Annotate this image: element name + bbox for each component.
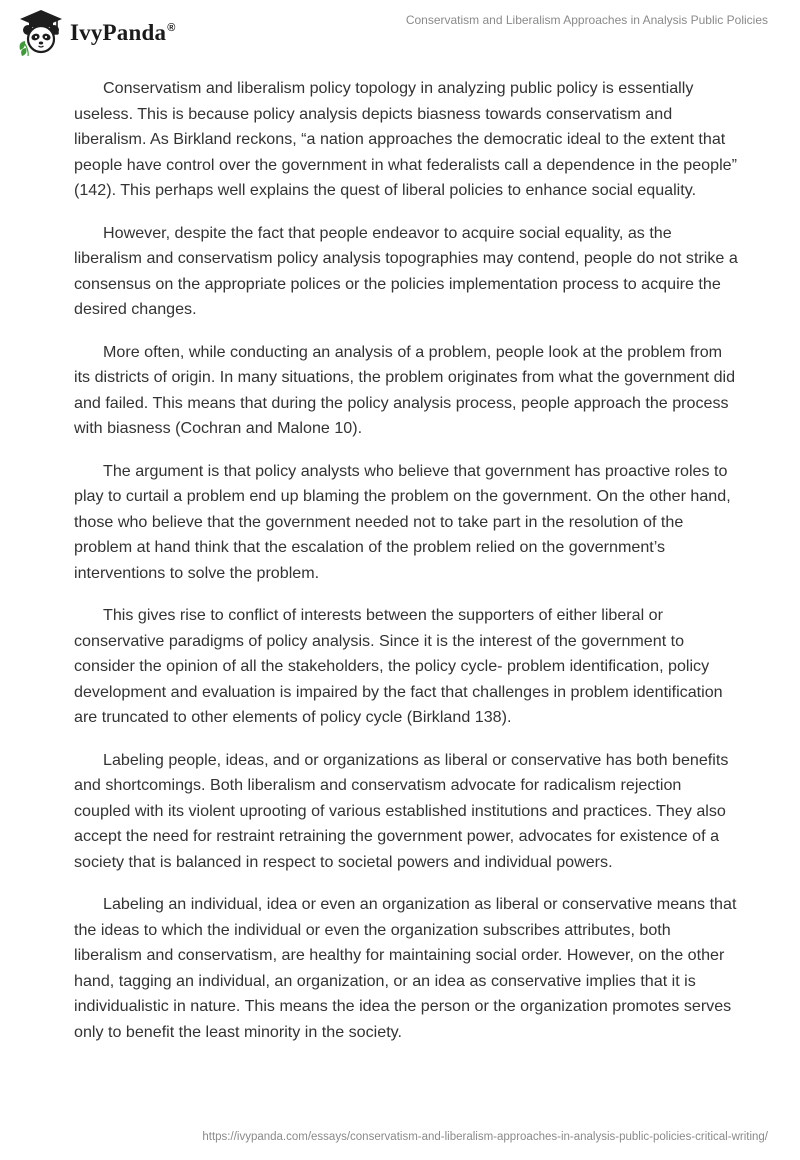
document-title: Conservatism and Liberalism Approaches in Analysis Public Policies (405, 13, 768, 27)
paragraph-3: More often, while conducting an analysis of a problem, people look at the problem from its districts of origin. In many situations, the problem originates from what the government did and failed. This means that during the policy analysis process, people approach the process with biasness (Cochran and Malone 10). (74, 342, 736, 437)
page-header (0, 0, 800, 70)
essay-body (74, 76, 742, 1062)
source-url-link[interactable]: https://ivypanda.com/essays/conservatism-and-liberalism-approaches-in-analysis-public-policies-critical-writing/ (202, 1131, 768, 1143)
paragraph-2: However, despite the fact that people endeavor to acquire social equality, as the liberalism and conservatism policy analysis topographies may contend, people do not strike a consensus on the appropriate polices or the policies implementation process to acquire the desired changes. (74, 223, 738, 318)
paragraph-5: This gives rise to conflict of interests between the supporters of either liberal or conservative paradigms of policy analysis. Since it is the interest of the government to consider the opinion of all the stakeholders, the policy cycle- problem identification, policy development and evaluation is impaired by the fact that challenges in problem identification are truncated to other elements of policy cycle (Birkland 138). (74, 606, 723, 726)
paragraph-4: The argument is that policy analysts who believe that government has proactive roles to play to curtail a problem end up blaming the problem on the government. On the other hand, those who believe that the government needed not to take part in the resolution of the problem at hand think that the escalation of the problem relied on the government’s interventions to solve the problem. (74, 461, 731, 582)
ivypanda-logo[interactable] (16, 8, 176, 58)
paragraph-6: Labeling people, ideas, and or organizations as liberal or conservative has both benefits and shortcomings. Both liberalism and conservatism advocate for radicalism rejection coupled with its violent uprooting of various established institutions and practices. They also accept the need for restraint retraining the government power, advocates for existence of a society that is balanced in respect to societal powers and individual powers. (74, 750, 729, 871)
paragraph-1: Conservatism and liberalism policy topology in analyzing public policy is essentially useless. This is because policy analysis depicts biasness towards conservatism and liberalism. As Birkland reckons, “a nation approaches the democratic ideal to the extent that people have control over the government in what federalists call a dependence in the people” (142). This perhaps well explains the quest of liberal policies to enhance social equality. (74, 79, 737, 199)
panda-graduate-icon (16, 8, 66, 58)
logo-text: IvyPanda (70, 20, 167, 45)
logo-wordmark (70, 20, 176, 46)
paragraph-7: Labeling an individual, idea or even an organization as liberal or conservative means that the ideas to which the individual or even the organization subscribes attributes, both liberalism and conservatism, are healthy for maintaining social order. However, on the other hand, tagging an individual, an organization, or an idea as conservative implies that it is individualistic in nature. This means the idea the person or the organization promotes serves only to benefit the least minority in the society. (74, 895, 737, 1041)
registered-mark: ® (167, 22, 176, 35)
